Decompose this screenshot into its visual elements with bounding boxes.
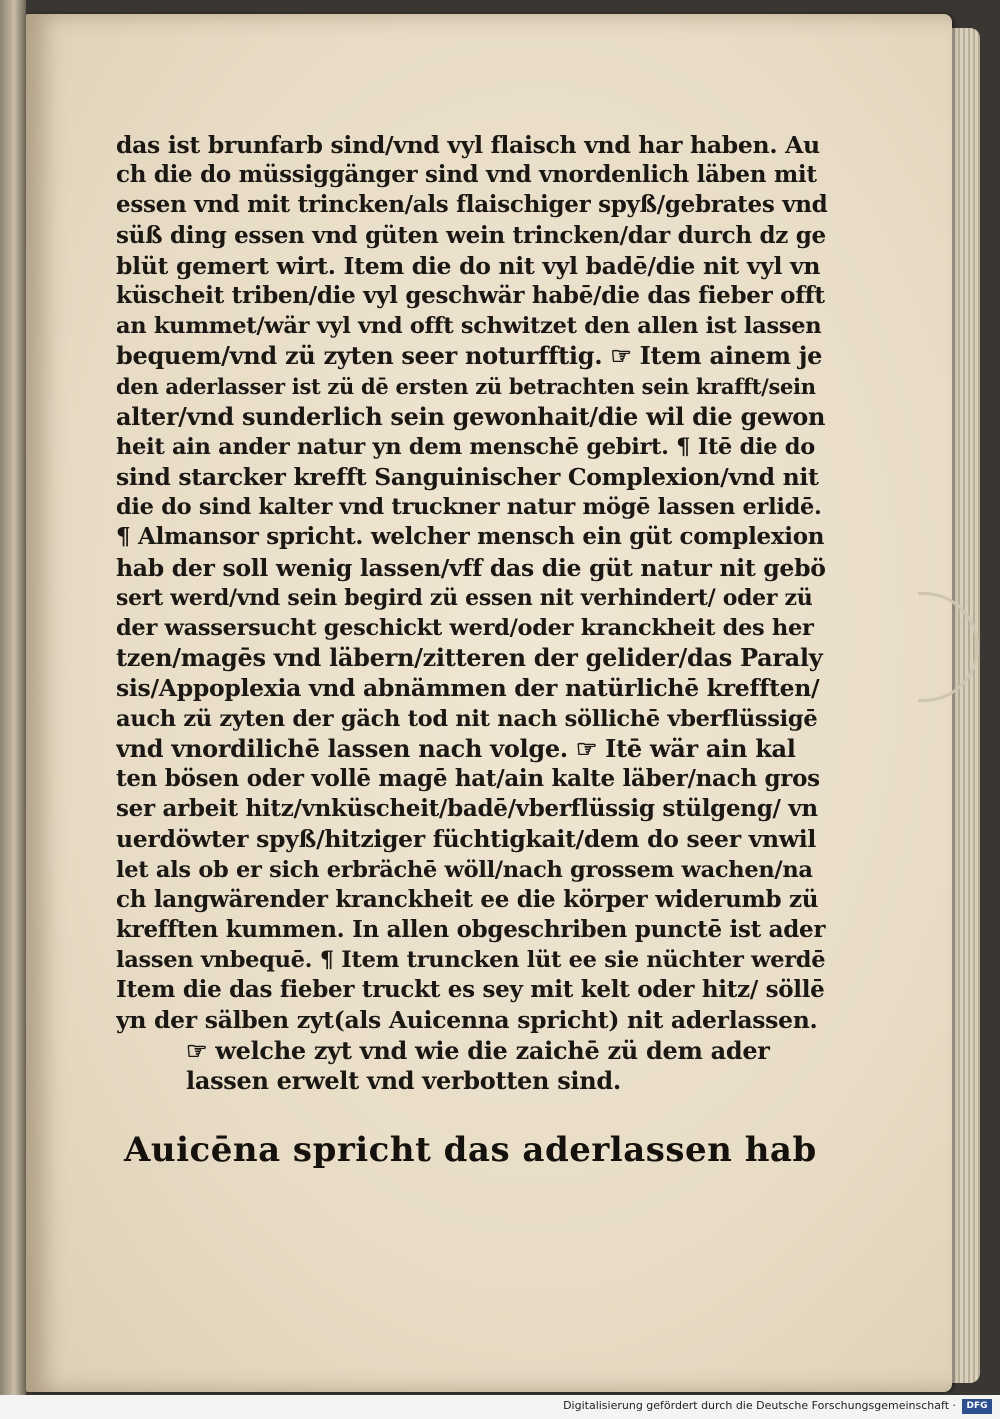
text-line: an kummet/wär vyl vnd offt schwitzet den allen ist lassen: [116, 313, 822, 340]
text-line: ten bösen oder vollē magē hat/ain kalte läber/nach gros: [116, 764, 820, 792]
text-line: den aderlasser ist zü dē ersten zü betrachten sein krafft/sein: [116, 373, 816, 399]
text-line: vnd vnordilichē lassen nach volge. ☞ Itē wär ain kal: [116, 733, 796, 763]
chapter-heading: Auicēna spricht das aderlassen hab: [124, 1130, 817, 1170]
text-line: tzen/magēs vnd läbern/zitteren der gelider/das Paraly: [116, 643, 823, 673]
text-line: das ist brunfarb sind/vnd vyl flaisch vnd har haben. Au: [116, 131, 820, 159]
text-line: sis/Appoplexia vnd abnämmen der natürlichē krefften/: [116, 674, 820, 703]
page-text-block: [116, 130, 828, 1096]
section-title-line: ☞ welche zyt vnd wie die zaichē zü dem ader: [186, 1035, 770, 1065]
text-line: küscheit triben/die vyl geschwär habē/die das fieber offt: [116, 281, 825, 309]
text-line: hab der soll wenig lassen/vff das die güt natur nit gebö: [116, 553, 826, 582]
text-line: ch langwärender kranckheit ee die körper widerumb zü: [116, 885, 819, 913]
text-line: uerdöwter spyß/hitziger füchtigkait/dem do seer vnwil: [116, 825, 816, 854]
text-line: alter/vnd sunderlich sein gewonhait/die wil die gewon: [116, 401, 826, 431]
previous-page-edge: [0, 0, 26, 1395]
text-line: süß ding essen vnd güten wein trincken/dar durch dz ge: [116, 221, 826, 249]
text-line: blüt gemert wirt. Item die do nit vyl badē/die nit vyl vn: [116, 251, 821, 280]
footer-bar: [0, 1395, 1000, 1419]
text-line: der wassersucht geschickt werd/oder kranckheit des her: [116, 615, 814, 641]
text-line: auch zü zyten der gäch tod nit nach söllichē vberflüssigē: [116, 705, 818, 732]
text-line: die do sind kalter vnd truckner natur mögē lassen erlidē.: [116, 494, 822, 521]
text-line: ¶ Almansor spricht. welcher mensch ein güt complexion: [116, 523, 825, 551]
text-line: ser arbeit hitz/vnküscheit/badē/vberflüssig stülgeng/ vn: [116, 795, 818, 823]
text-line: yn der sälben zyt(als Auicenna spricht) nit aderlassen.: [116, 1006, 818, 1035]
text-line: bequem/vnd zü zyten seer noturfftig. ☞ Item ainem je: [116, 341, 823, 371]
funding-credit: Digitalisierung gefördert durch die Deutsche Forschungsgemeinschaft ·: [563, 1399, 956, 1412]
text-line: sind starcker krefft Sanguinischer Complexion/vnd nit: [116, 463, 819, 492]
text-line: heit ain ander natur yn dem menschē gebirt. ¶ Itē die do: [116, 433, 815, 460]
section-title-line: lassen erwelt vnd verbotten sind.: [186, 1065, 621, 1095]
text-line: sert werd/vnd sein begird zü essen nit verhindert/ oder zü: [116, 584, 813, 611]
text-line: ch die do müssiggänger sind vnd vnordenlich läben mit: [116, 161, 817, 189]
text-line: Item die das fieber truckt es sey mit kelt oder hitz/ söllē: [116, 976, 825, 1004]
text-line: let als ob er sich erbrächē wöll/nach grossem wachen/na: [116, 856, 813, 883]
dfg-logo-icon: DFG: [962, 1399, 992, 1414]
text-line: krefften kummen. In allen obgeschriben punctē ist ader: [116, 915, 826, 943]
text-line: essen vnd mit trincken/als flaischiger spyß/gebrates vnd: [116, 191, 828, 219]
text-line: lassen vnbequē. ¶ Item truncken lüt ee sie nüchter werdē: [116, 947, 826, 974]
